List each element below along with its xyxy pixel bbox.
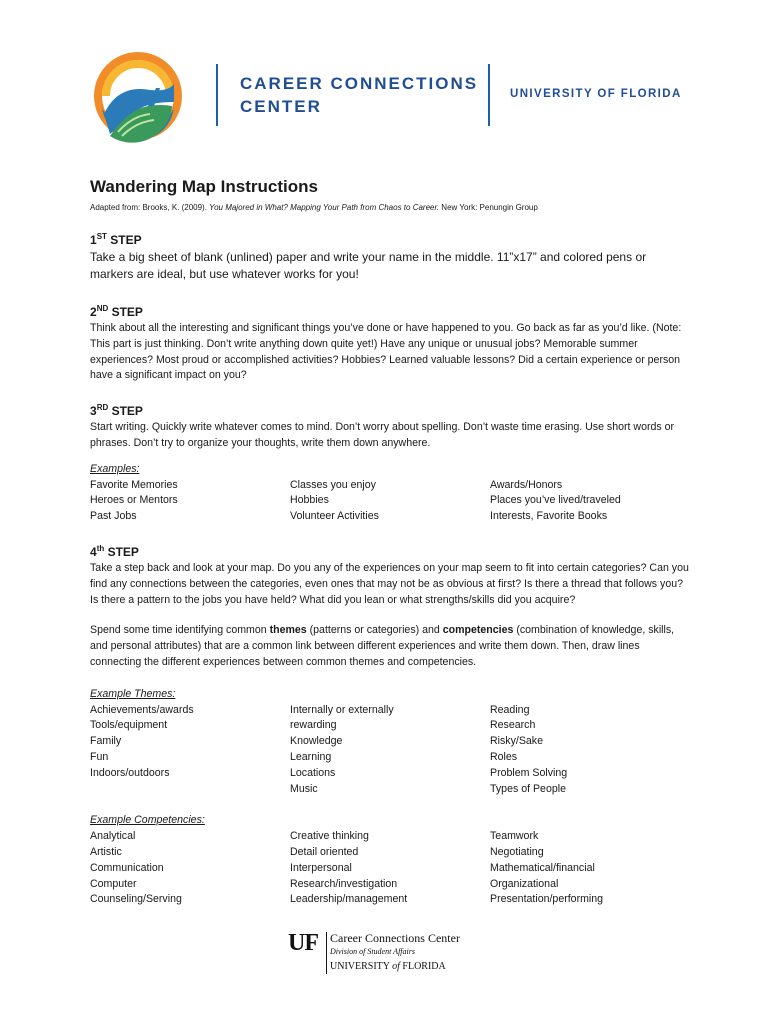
competencies-column <box>290 829 490 908</box>
list-item: Past Jobs <box>90 510 137 523</box>
list-item: Problem Solving <box>490 766 568 779</box>
competencies-heading: Example Competencies: <box>90 814 205 827</box>
list-item: Analytical <box>90 830 136 843</box>
list-item: Locations <box>290 766 336 779</box>
examples-heading: Examples: <box>90 462 140 475</box>
list-item: Internally or externally <box>290 703 394 716</box>
list-item: Indoors/outdoors <box>90 766 170 779</box>
instructions-body <box>90 176 690 908</box>
themes-column <box>90 703 290 798</box>
footer-center-name: Career Connections Center <box>330 931 460 945</box>
step-ordinal: ST <box>96 232 107 241</box>
list-item: Achievements/awards <box>90 703 194 716</box>
page-title: Wandering Map Instructions <box>90 177 318 196</box>
list-item: Heroes or Mentors <box>90 494 178 507</box>
list-item: Interests, Favorite Books <box>490 510 608 523</box>
list-item: Roles <box>490 750 518 763</box>
step-4-text-2 <box>90 623 690 670</box>
list-item: Counseling/Serving <box>90 893 182 906</box>
themes-column <box>490 703 690 798</box>
org-line-1: CAREER CONNECTIONS <box>240 74 479 93</box>
citation-book: You Majored in What? Mapping Your Path from Chaos to Career. <box>209 203 440 212</box>
org-name <box>240 72 478 118</box>
org-line-2: CENTER <box>240 97 322 116</box>
text-run: Spend some time identifying common <box>90 624 270 637</box>
citation-suffix: New York: Penungin Group <box>439 203 538 212</box>
step-3-heading <box>90 400 690 419</box>
citation-prefix: Adapted from: Brooks, K. (2009). <box>90 203 210 212</box>
step-ordinal: ND <box>96 304 109 313</box>
competencies-term: competencies <box>442 624 514 637</box>
themes-list <box>90 703 690 798</box>
step-label: STEP <box>108 305 143 319</box>
footer-logo <box>288 930 498 976</box>
university-name: UNIVERSITY OF FLORIDA <box>510 88 682 100</box>
step-4-heading <box>90 541 690 560</box>
step-label: STEP <box>106 233 142 247</box>
list-item: Types of People <box>490 782 566 795</box>
step-ordinal: th <box>96 543 105 553</box>
list-item: Leadership/management <box>290 893 408 906</box>
step-number: 1 <box>90 233 97 247</box>
letterhead <box>88 44 688 154</box>
footer-university-part: UNIVERSITY <box>330 961 393 972</box>
footer-divider <box>326 932 327 974</box>
list-item: Learning <box>290 750 332 763</box>
list-item: Teamwork <box>490 830 539 843</box>
list-item: Research/investigation <box>290 877 398 890</box>
step-4-text: Take a step back and look at your map. Do you any of the experiences on your map seem to fit into certain categories? Can you find any connections between the categories, even ones that may not be as obvious at first? Is there a thread that follows you? Is there a pattern to the jobs you have held? What did you lean or what strengths/skills did you acquire? <box>90 561 689 606</box>
list-item: Knowledge <box>290 735 343 748</box>
list-item: Awards/Honors <box>490 478 563 491</box>
list-item: Risky/Sake <box>490 735 543 748</box>
step-number: 4 <box>90 544 97 559</box>
footer-university <box>330 961 446 972</box>
competencies-column <box>90 829 290 908</box>
list-item: Organizational <box>490 877 559 890</box>
examples-column <box>290 478 490 525</box>
step-ordinal: RD <box>96 403 109 413</box>
list-item: Hobbies <box>290 494 329 507</box>
examples-column <box>90 478 290 525</box>
step-number: 3 <box>90 404 97 419</box>
list-item: Negotiating <box>490 845 544 858</box>
text-run: (combination of knowledge, skills, and personal attributes) that are a common link between different experiences and write them down. Then, draw lines connecting the different experiences between common themes and competencies. <box>90 624 675 668</box>
step-2-heading <box>90 301 690 320</box>
list-item: rewarding <box>290 719 337 732</box>
list-item: Creative thinking <box>290 830 369 843</box>
footer-university-part: FLORIDA <box>399 961 446 972</box>
step-number: 2 <box>90 305 97 319</box>
list-item: Reading <box>490 703 530 716</box>
text-run: (patterns or categories) and <box>306 624 443 637</box>
list-item: Communication <box>90 861 164 874</box>
step-2-text: Think about all the interesting and significant things you’ve done or have happened to you. Go back as far as you’d like. (Note: This part is just thinking. Don’t write anything down quite yet!) Have any unique or unusual jobs? Memorable summer experiences? Most proud or accomplished activities? Hobbies? Learned valuable lessons? Did a certain experience or person have a significant impact on you? <box>90 322 682 382</box>
list-item: Classes you enjoy <box>290 478 376 491</box>
list-item: Volunteer Activities <box>290 510 379 523</box>
footer-university-part: of <box>392 961 400 972</box>
header-divider <box>488 64 490 126</box>
step-label: STEP <box>108 404 143 419</box>
list-item: Tools/equipment <box>90 719 168 732</box>
competencies-list <box>90 829 690 908</box>
step-1-heading <box>90 229 690 248</box>
list-item: Detail oriented <box>290 845 359 858</box>
themes-heading: Example Themes: <box>90 687 176 700</box>
themes-term: themes <box>269 624 307 637</box>
step-1-text: Take a big sheet of blank (unlined) paper and write your name in the middle. 11”x17” and colored pens or markers are ideal, but use whatever works for you! <box>90 250 647 281</box>
list-item: Artistic <box>90 845 122 858</box>
list-item: Presentation/performing <box>490 893 604 906</box>
uf-wordmark: UF <box>288 930 318 956</box>
step-label: STEP <box>104 544 139 559</box>
footer-division: Division of Student Affairs <box>330 947 415 956</box>
citation <box>90 202 690 213</box>
list-item: Places you’ve lived/traveled <box>490 494 621 507</box>
list-item: Fun <box>90 750 109 763</box>
list-item: Computer <box>90 877 137 890</box>
career-center-logo <box>88 44 188 144</box>
list-item: Interpersonal <box>290 861 352 874</box>
step-3-text: Start writing. Quickly write whatever comes to mind. Don’t worry about spelling. Don’t waste time erasing. Use short words or phrases. Don’t try to organize your thoughts, write them down anywhere. <box>90 421 675 449</box>
list-item: Research <box>490 719 536 732</box>
themes-column <box>290 703 490 798</box>
header-divider <box>216 64 218 126</box>
list-item: Music <box>290 782 318 795</box>
list-item: Favorite Memories <box>90 478 178 491</box>
examples-list <box>90 478 690 525</box>
list-item: Mathematical/financial <box>490 861 595 874</box>
examples-column <box>490 478 690 525</box>
list-item: Family <box>90 735 122 748</box>
competencies-column <box>490 829 690 908</box>
